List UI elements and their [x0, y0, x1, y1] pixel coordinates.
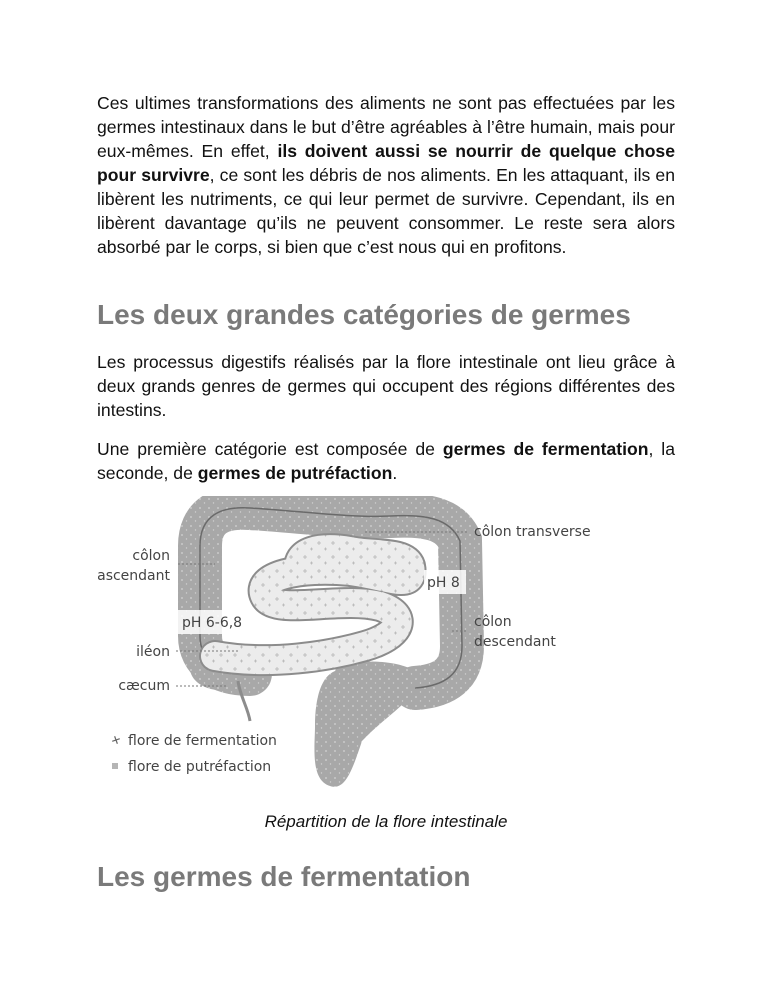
ileum-shape: [215, 549, 411, 660]
paragraph-1-bold: ils doivent aussi se nourrir de quelque chose pour survivre: [97, 141, 676, 185]
paragraph-3-text: Une première catégorie est composée de: [97, 439, 443, 459]
paragraph-3-text-mid: , la seconde, de: [97, 439, 676, 483]
intestine-diagram: [90, 496, 690, 796]
legend-putrefaction: flore de putréfaction: [128, 759, 272, 775]
legend: [111, 733, 277, 775]
paragraph-2: Les processus digestifs réalisés par la flore intestinale ont lieu grâce à deux grands genres de germes qui occupent des régions différentes des intestins.: [97, 352, 675, 420]
legend-fermentation: flore de fermentation: [128, 733, 277, 749]
label-colon-transverse: côlon transverse: [474, 524, 591, 540]
paragraph-3-bold-fermentation: germes de fermentation: [442, 439, 649, 459]
paragraph-1: [97, 91, 675, 259]
label-colon-ascendant-line1: côlon: [132, 548, 170, 564]
ileum-tube: [215, 549, 411, 660]
ph68-label: pH 6-6,8: [182, 615, 243, 631]
paragraph-1-text: Ces ultimes transformations des aliments ne sont pas effectuées par les germes intestinaux dans le but d’être agréables à l’être humain, mais pour eux-mêmes. En effet,: [97, 93, 675, 161]
intestine-illustration: [90, 496, 690, 796]
label-ileon: iléon: [136, 644, 170, 660]
label-caecum: cæcum: [118, 678, 170, 694]
paragraph-3: [97, 437, 675, 485]
ph8-label: pH 8: [427, 575, 460, 591]
label-colon-ascendant-line2: ascendant: [97, 568, 170, 584]
paragraph-3-bold-putrefaction: germes de putréfaction: [197, 463, 393, 483]
label-colon-descendant-line1: côlon: [474, 614, 512, 630]
fermentation-legend-icon: [111, 735, 121, 745]
paragraph-3-text-end: .: [392, 463, 398, 483]
putrefaction-legend-icon: [112, 763, 118, 769]
section-heading-fermentation: Les germes de fermentation: [97, 861, 471, 892]
label-colon-descendant-line2: descendant: [474, 634, 556, 650]
figure-caption: Répartition de la flore intestinale: [264, 812, 508, 831]
rectum-shape: [314, 662, 416, 787]
paragraph-1-text-end: , ce sont les débris de nos aliments. En les attaquant, ils en libèrent les nutriments, ce qui leur permet de survivre. Cependant, ils en libèrent davantage qu’ils ne peuvent consommer. Le reste sera alors absorbé par le corps, si bien que c’est nous qui en profitons.: [97, 165, 675, 257]
section-heading-categories: Les deux grandes catégories de germes: [97, 299, 631, 330]
